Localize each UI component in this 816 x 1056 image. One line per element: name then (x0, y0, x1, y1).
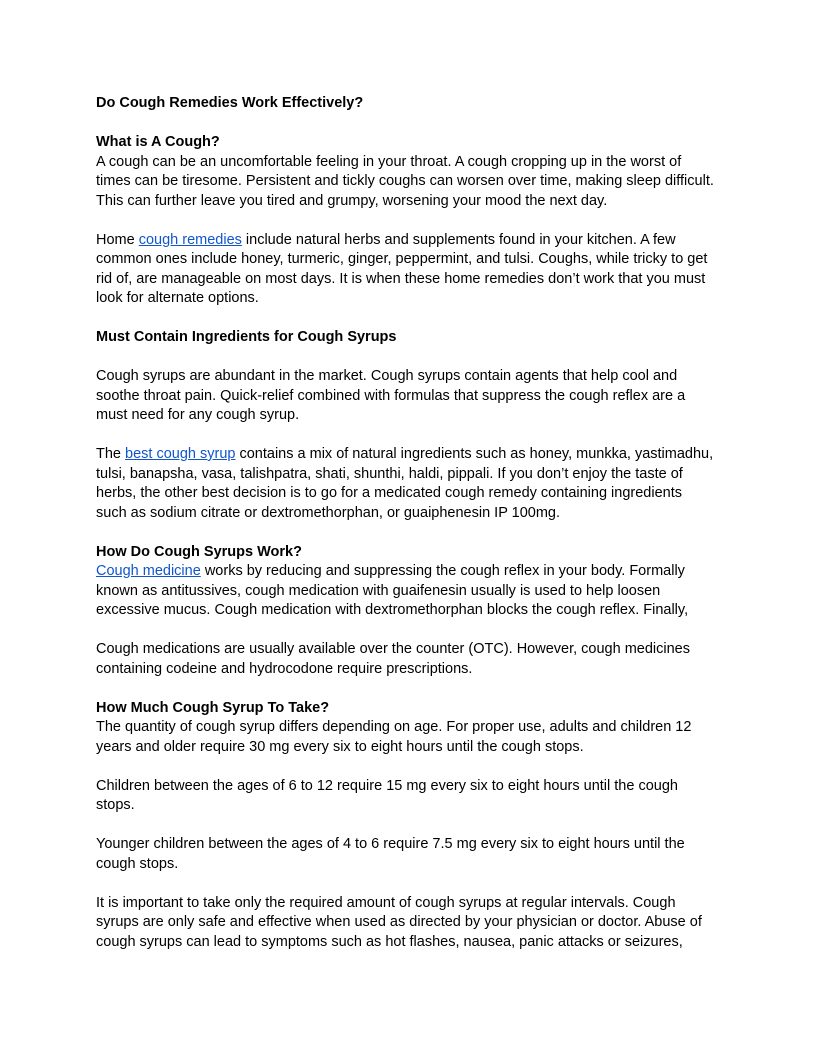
section-heading-ingredients: Must Contain Ingredients for Cough Syrups (96, 329, 397, 345)
spacer (96, 114, 736, 134)
section-heading-how-syrups-work: How Do Cough Syrups Work? (96, 543, 302, 560)
paragraph-line (96, 562, 736, 582)
section-heading-what-is-cough: What is A Cough? (96, 134, 220, 150)
document-title: Do Cough Remedies Work Effectively? (96, 95, 364, 111)
paragraph-line: It is important to take only the required amount of cough syrups at regular intervals. Cough (96, 894, 676, 911)
spacer (96, 348, 736, 368)
text-segment: The (96, 446, 126, 462)
paragraph-line: herbs, the other best decision is to go for a medicated cough remedy containing ingredients (96, 485, 682, 501)
paragraph-line: Children between the ages of 6 to 12 require 15 mg every six to eight hours until the cough (96, 777, 678, 794)
text-segment: include natural herbs and supplements found in your kitchen. A few (241, 231, 676, 248)
spacer (96, 679, 736, 699)
section-heading-how-much-syrup: How Much Cough Syrup To Take? (96, 699, 330, 716)
text-segment: contains a mix of natural ingredients such as honey, munkka, yastimadhu, (235, 446, 714, 462)
paragraph-line (96, 445, 736, 465)
paragraph-line: must need for any cough syrup. (96, 407, 300, 423)
paragraph-line: cough stops. (96, 855, 179, 872)
spacer (96, 874, 736, 894)
paragraph-line: The quantity of cough syrup differs depending on age. For proper use, adults and children 12 (96, 719, 692, 735)
paragraph-line: excessive mucus. Cough medication with dextromethorphan blocks the cough reflex. Finally, (96, 602, 689, 618)
spacer (96, 816, 736, 836)
paragraph-line: times can be tiresome. Persistent and tickly coughs can worsen over time, making sleep difficult. (96, 173, 714, 189)
spacer (96, 211, 736, 231)
paragraph-line: soothe throat pain. Quick-relief combined with formulas that suppress the cough reflex are a (96, 387, 686, 404)
best-cough-syrup-link[interactable]: best cough syrup (125, 446, 236, 462)
paragraph-line: This can further leave you tired and grumpy, worsening your mood the next day. (96, 192, 608, 209)
paragraph-line (96, 231, 736, 251)
spacer (96, 309, 736, 329)
paragraph-line: tulsi, banapsha, vasa, talishpatra, shati, shunthi, haldi, pippali. If you don’t enjoy the taste of (96, 465, 683, 482)
paragraph-line: Younger children between the ages of 4 to 6 require 7.5 mg every six to eight hours until the (96, 836, 685, 852)
paragraph-line: look for alternate options. (96, 290, 259, 306)
paragraph-line: syrups are only safe and effective when used as directed by your physician or doctor. Abuse of (96, 914, 702, 930)
paragraph-line: years and older require 30 mg every six to eight hours until the cough stops. (96, 738, 584, 755)
paragraph-line: Cough syrups are abundant in the market. Cough syrups contain agents that help cool and (96, 368, 678, 384)
paragraph-line: common ones include honey, turmeric, ginger, peppermint, and tulsi. Coughs, while tricky to get (96, 251, 708, 267)
paragraph-line: Cough medications are usually available over the counter (OTC). However, cough medicines (96, 641, 690, 657)
document-page (96, 94, 736, 952)
spacer (96, 426, 736, 446)
text-segment: works by reducing and suppressing the cough reflex in your body. Formally (200, 563, 685, 579)
paragraph-line: known as antitussives, cough medication with guaifenesin usually is used to help loosen (96, 582, 661, 599)
spacer (96, 757, 736, 777)
paragraph-line: such as sodium citrate or dextromethorphan, or guaiphenesin IP 100mg. (96, 504, 560, 521)
paragraph-line: stops. (96, 797, 135, 813)
paragraph-line: cough syrups can lead to symptoms such as hot flashes, nausea, panic attacks or seizures, (96, 933, 683, 950)
paragraph-line: rid of, are manageable on most days. It is when these home remedies don’t work that you must (96, 270, 706, 287)
cough-remedies-link[interactable]: cough remedies (138, 231, 242, 248)
text-segment: Home (96, 231, 139, 248)
paragraph-line: A cough can be an uncomfortable feeling in your throat. A cough cropping up in the worst of (96, 153, 682, 170)
cough-medicine-link[interactable]: Cough medicine (96, 563, 201, 579)
paragraph-line: containing codeine and hydrocodone require prescriptions. (96, 660, 473, 677)
spacer (96, 523, 736, 543)
spacer (96, 621, 736, 641)
